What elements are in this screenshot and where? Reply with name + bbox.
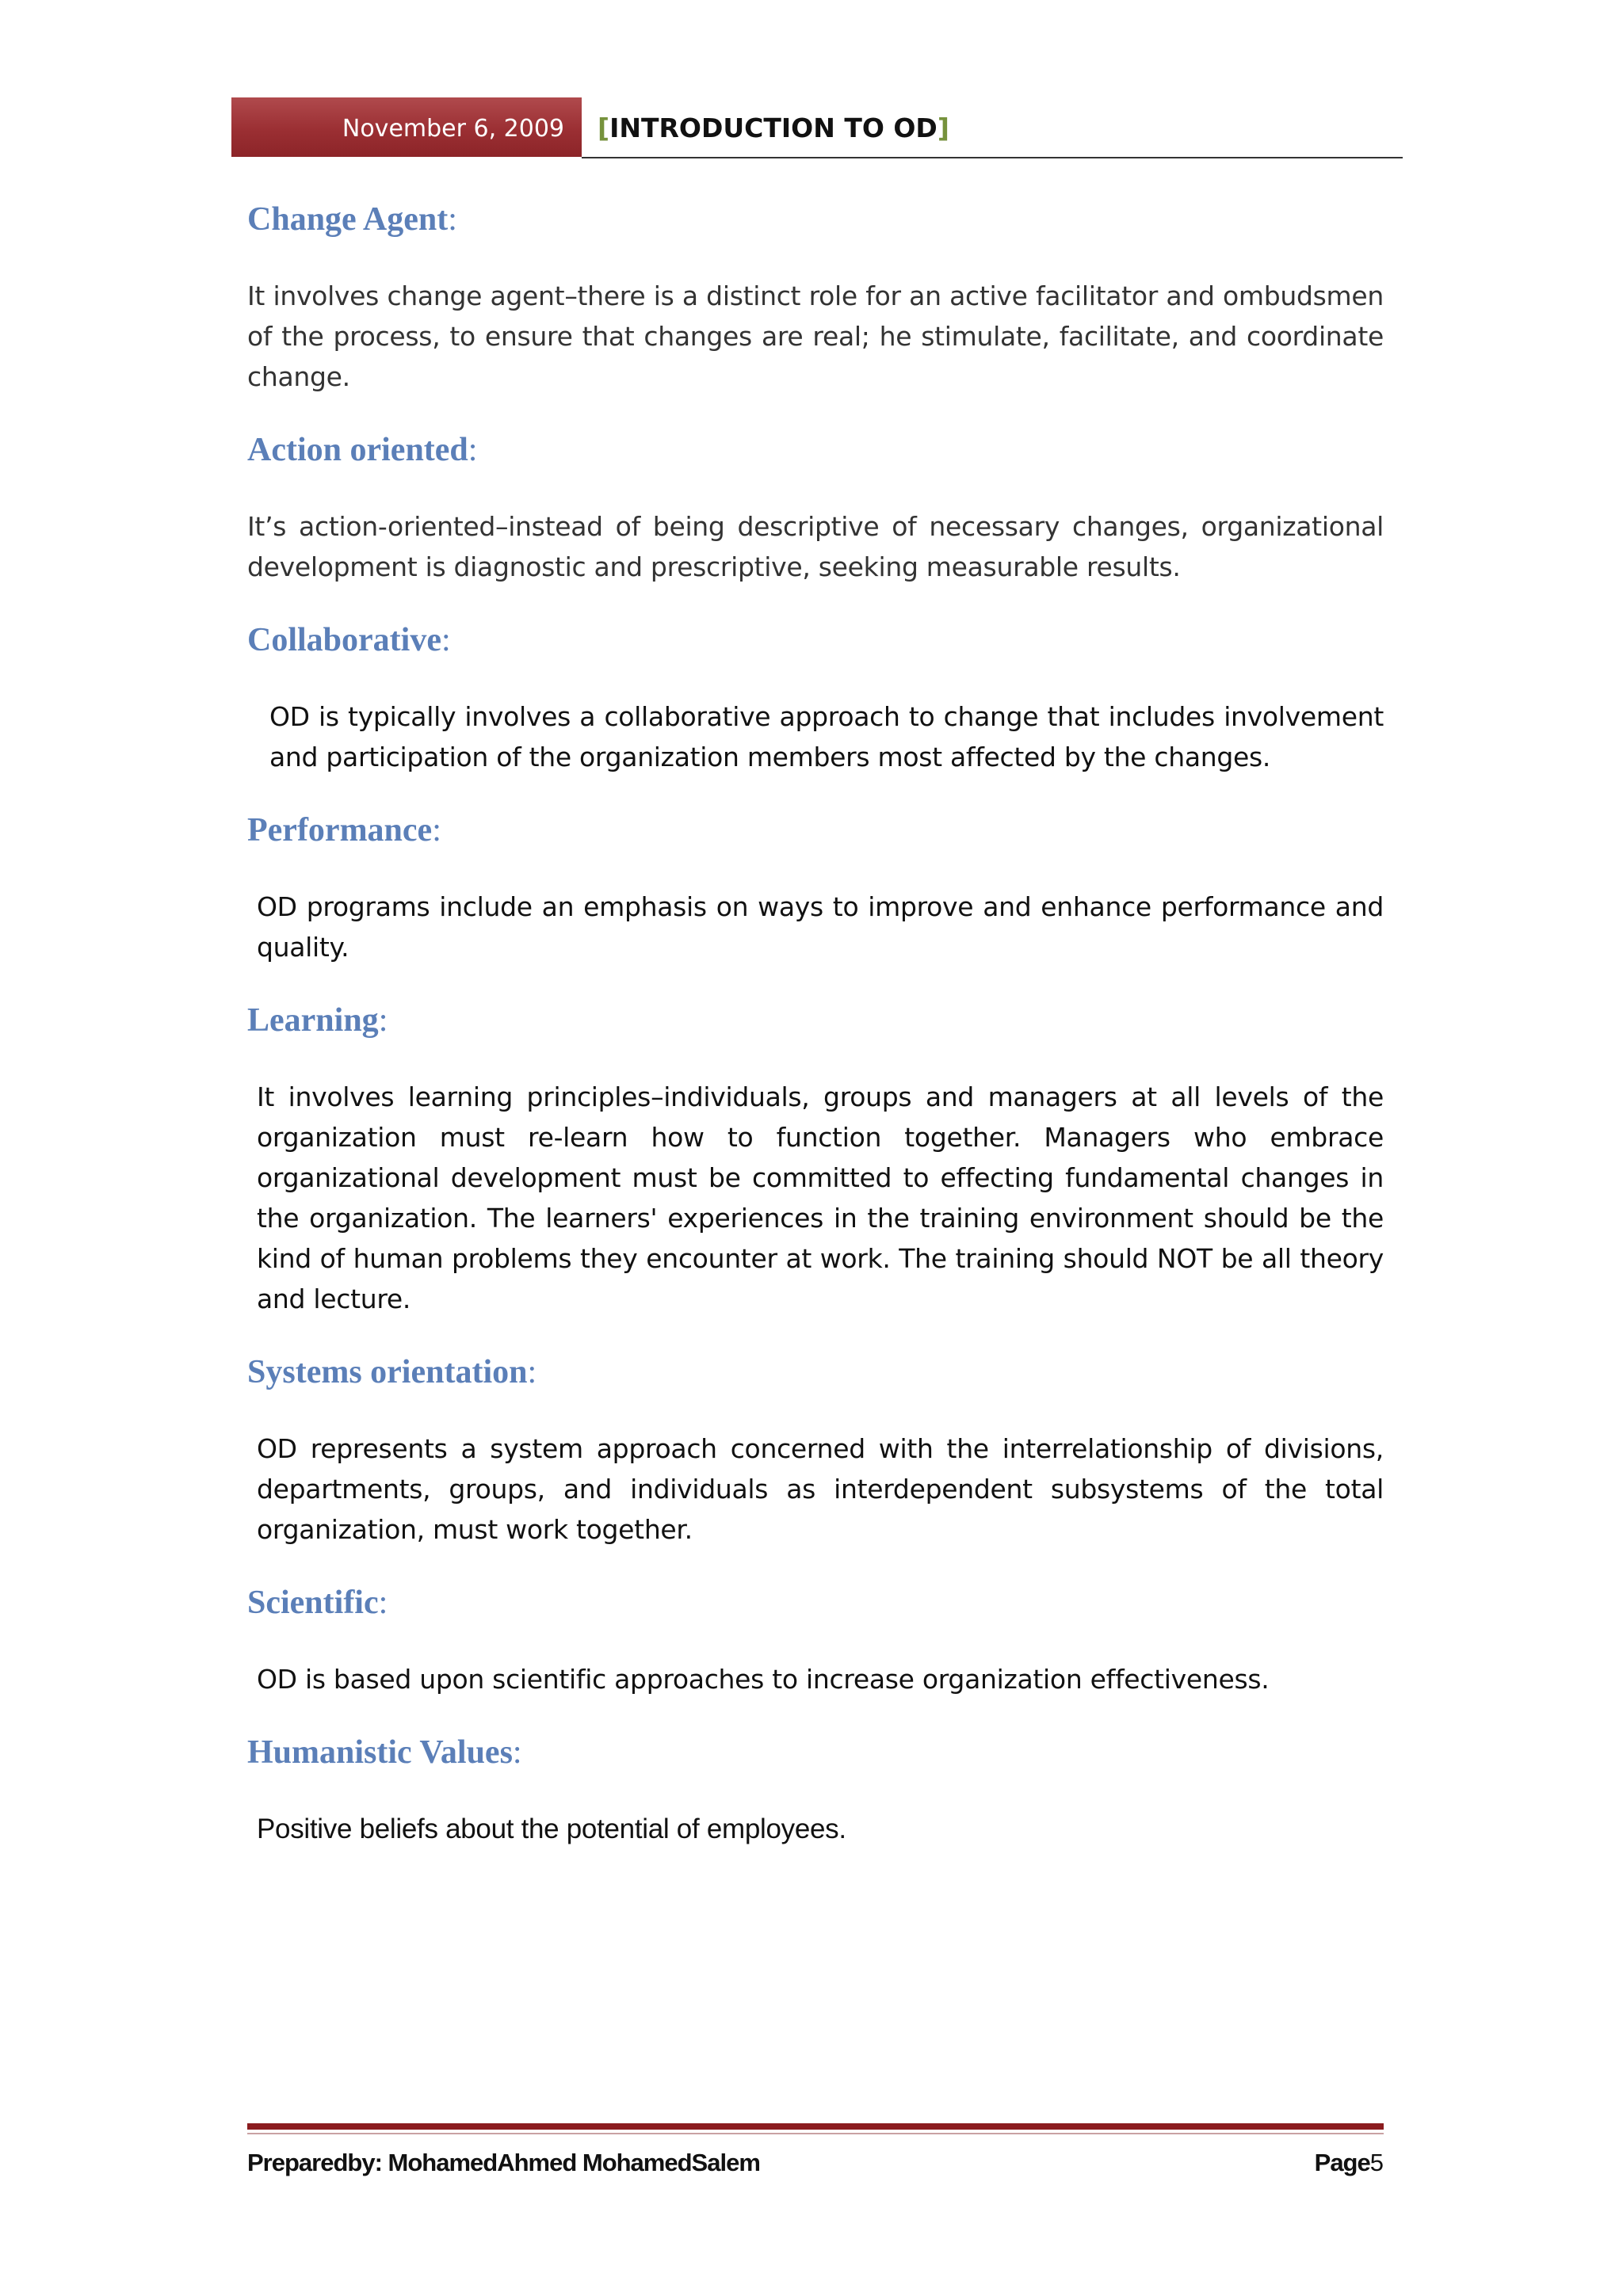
section-paragraph: It’s action-oriented–instead of being descriptive of necessary changes, organizational development is diagnostic and prescriptive, seeking measurable results. — [247, 511, 1384, 582]
section-paragraph: OD is based upon scientific approaches to increase organization effectiveness. — [257, 1664, 1270, 1695]
section-heading: Action oriented: — [247, 432, 478, 468]
footer-page-label: Page — [1314, 2149, 1370, 2176]
footer-page-number — [1315, 2147, 1384, 2179]
section-systems-orientation — [247, 1349, 1384, 1550]
section-paragraph: OD represents a system approach concerned with the interrelationship of divisions, departments, groups, and individuals as interdependent subsystems of the total organization, must work together. — [257, 1433, 1384, 1545]
section-scientific — [247, 1580, 1384, 1699]
section-heading: Humanistic Values: — [247, 1734, 522, 1771]
section-heading: Change Agent: — [247, 201, 457, 238]
footer-rule-thin — [247, 2133, 1384, 2134]
section-heading: Systems orientation: — [247, 1354, 537, 1390]
header-bracket-close: ] — [937, 113, 949, 143]
section-heading: Collaborative: — [247, 622, 451, 658]
footer-prepared-by: Preparedby: MohamedAhmed MohamedSalem — [247, 2149, 760, 2176]
section-paragraph: OD programs include an emphasis on ways to improve and enhance performance and quality. — [257, 891, 1384, 963]
section-humanistic-values — [247, 1730, 1384, 1849]
section-heading: Performance: — [247, 812, 441, 849]
section-change-agent — [247, 196, 1384, 397]
section-action-oriented — [247, 427, 1384, 587]
section-heading: Scientific: — [247, 1585, 388, 1621]
footer-rule-thick — [247, 2123, 1384, 2130]
footer-page-value: 5 — [1369, 2149, 1384, 2176]
page-header — [231, 97, 1403, 159]
section-performance — [247, 807, 1384, 967]
header-date-box — [231, 97, 582, 157]
section-paragraph: OD is typically involves a collaborative approach to change that includes involvement and participation of the organization members most affected by the changes. — [269, 701, 1384, 772]
section-paragraph: It involves learning principles–individuals, groups and managers at all levels of the organization must re-learn how to function together. Managers who embrace organizational development must be committed to effecting fundamental changes in the organization. The learners' experiences in the training environment should be the kind of human problems they encounter at work. The training should NOT be all theory and lecture. — [257, 1081, 1384, 1314]
document-body — [247, 196, 1384, 1879]
header-date: November 6, 2009 — [342, 115, 564, 143]
header-title-text: INTRODUCTION TO OD — [609, 113, 938, 143]
section-paragraph: It involves change agent–there is a distinct role for an active facilitator and ombudsmen of the process, to ensure that changes are real; he stimulate, facilitate, and coordinate change. — [247, 280, 1384, 392]
section-paragraph: Positive beliefs about the potential of employees. — [257, 1814, 846, 1844]
header-title — [598, 112, 949, 145]
header-rule — [582, 157, 1403, 158]
section-heading: Learning: — [247, 1002, 388, 1039]
section-collaborative — [247, 617, 1384, 777]
header-bracket-open: [ — [598, 113, 610, 143]
section-learning — [247, 997, 1384, 1319]
